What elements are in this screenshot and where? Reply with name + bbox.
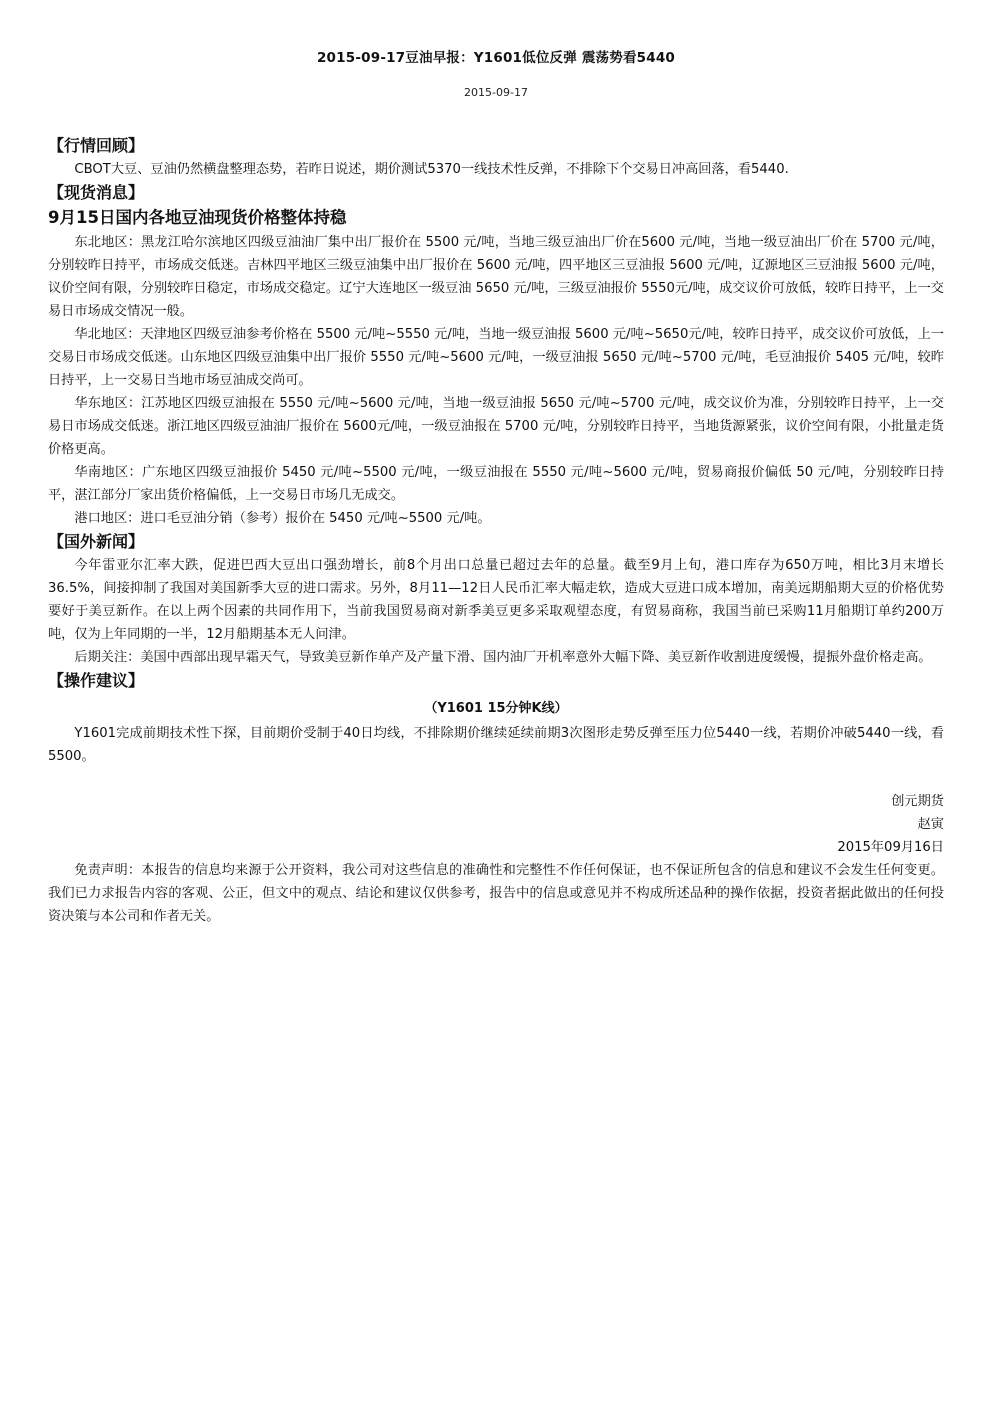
foreign-paragraph-2: 后期关注：美国中西部出现早霜天气，导致美豆新作单产及产量下滑、国内油厂开机率意外大幅下降、美豆新作收割进度缓慢，提振外盘价格走高。 xyxy=(74,650,932,665)
disclaimer-text: 免责声明：本报告的信息均来源于公开资料，我公司对这些信息的准确性和完整性不作任何保证，也不保证所包含的信息和建议不会发生任何变更。我们已力求报告内容的客观、公正，但文中的观点、结论和建议仅供参考，报告中的信息或意见并不构成所述品种的操作依据，投资者据此做出的任何投资决策与本公司和作者无关。 xyxy=(48,863,944,924)
report-date: 2015-09-17 xyxy=(464,86,528,99)
report-body xyxy=(48,134,944,928)
signature-block xyxy=(48,790,944,859)
spot-paragraph-north: 华北地区：天津地区四级豆油参考价格在 5500 元/吨~5550 元/吨，当地一级豆油报 5600 元/吨~5650元/吨，较昨日持平，成交议价可放低，上一交易日市场成交低迷。山东地区四级豆油集中出厂报价 5550 元/吨~5600 元/吨，一级豆油报 5650 元/吨~5700 元/吨，毛豆油报价 5405 元/吨，较昨日持平，上一交易日当地市场豆油成交尚可。 xyxy=(48,327,944,388)
section-heading-advice: 【操作建议】 xyxy=(48,671,145,690)
spot-paragraph-port: 港口地区：进口毛豆油分销（参考）报价在 5450 元/吨~5500 元/吨。 xyxy=(74,511,491,526)
section-heading-foreign: 【国外新闻】 xyxy=(48,532,145,551)
spot-paragraph-east: 华东地区：江苏地区四级豆油报在 5550 元/吨~5600 元/吨，当地一级豆油报 5650 元/吨~5700 元/吨，成交议价为准，分别较昨日持平，上一交易日市场成交低迷。浙江地区四级豆油油厂报价在 5600元/吨，一级豆油报在 5700 元/吨，分别较昨日持平，当地货源紧张，议价空间有限，小批量走货价格更高。 xyxy=(48,396,944,457)
chart-caption: （Y1601 15分钟K线） xyxy=(424,701,568,716)
review-paragraph: CBOT大豆、豆油仍然横盘整理态势，若昨日说述，期价测试5370一线技术性反弹，不排除下个交易日冲高回落，看5440. xyxy=(74,162,789,177)
foreign-paragraph-1: 今年雷亚尔汇率大跌，促进巴西大豆出口强劲增长，前8个月出口总量已超过去年的总量。截至9月上旬，港口库存为650万吨，相比3月末增长36.5%，间接抑制了我国对美国新季大豆的进口需求。另外，8月11—12日人民币汇率大幅走软，造成大豆进口成本增加，南美远期船期大豆的价格优势要好于美豆新作。在以上两个因素的共同作用下，当前我国贸易商对新季美豆更多采取观望态度，有贸易商称，我国当前已采购11月船期订单约200万吨，仅为上年同期的一半，12月船期基本无人问津。 xyxy=(48,558,944,642)
section-heading-spot: 【现货消息】 xyxy=(48,183,145,202)
signature-author: 赵寅 xyxy=(917,817,944,832)
spot-paragraph-northeast: 东北地区：黑龙江哈尔滨地区四级豆油油厂集中出厂报价在 5500 元/吨，当地三级豆油出厂价在5600 元/吨，当地一级豆油出厂价在 5700 元/吨，分别较昨日持平，市场成交低迷。吉林四平地区三级豆油集中出厂报价在 5600 元/吨，四平地区三豆油报 5600 元/吨，辽源地区三豆油报 5600 元/吨，议价空间有限，分别较昨日稳定，市场成交稳定。辽宁大连地区一级豆油 5650 元/吨，三级豆油报价 5550元/吨，成交议价可放低，较昨日持平，上一交易日市场成交情况一般。 xyxy=(48,235,944,319)
spot-subheading: 9月15日国内各地豆油现货价格整体持稳 xyxy=(48,208,347,227)
advice-paragraph: Y1601完成前期技术性下探，目前期价受制于40日均线，不排除期价继续延续前期3次图形走势反弹至压力位5440一线，若期价冲破5440一线，看5500。 xyxy=(48,726,944,764)
signature-company: 创元期货 xyxy=(891,794,944,809)
report-title: 2015-09-17豆油早报：Y1601低位反弹 震荡势看5440 xyxy=(316,50,676,66)
spot-paragraph-south: 华南地区：广东地区四级豆油报价 5450 元/吨~5500 元/吨，一级豆油报在 5550 元/吨~5600 元/吨，贸易商报价偏低 50 元/吨，分别较昨日持平，湛江部分厂家出货价格偏低，上一交易日市场几无成交。 xyxy=(48,465,944,503)
section-heading-review: 【行情回顾】 xyxy=(48,136,145,155)
signature-date: 2015年09月16日 xyxy=(837,840,944,855)
